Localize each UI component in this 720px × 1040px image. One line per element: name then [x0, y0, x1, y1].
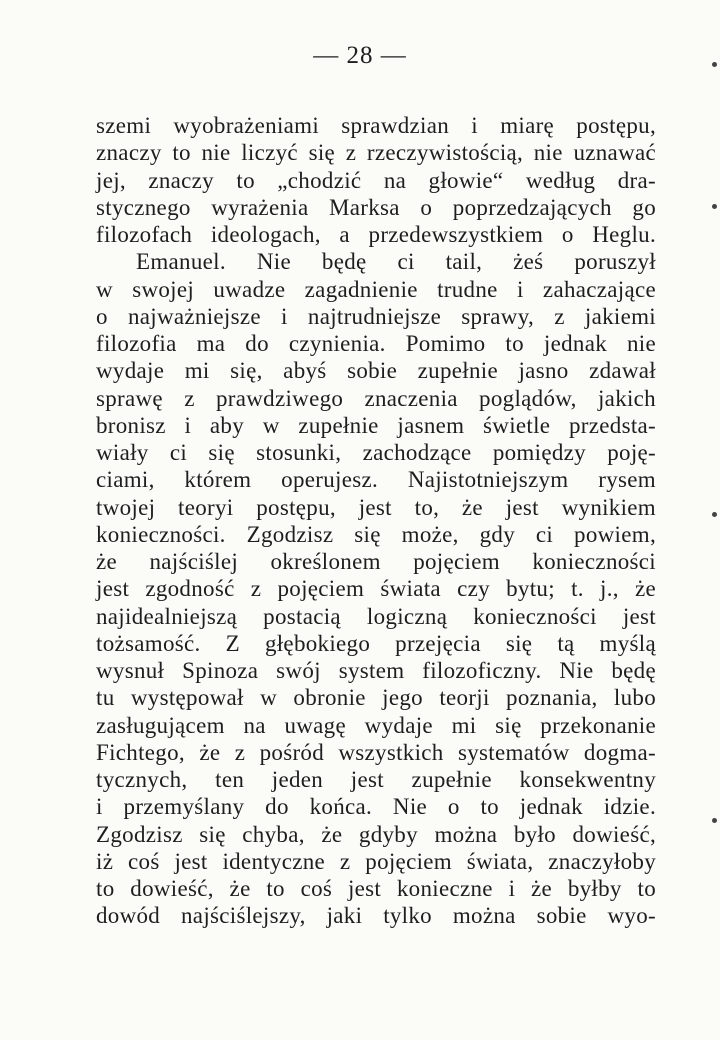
- text-line: twojej teoryi postępu, jest to, że jest wynikiem: [96, 494, 656, 520]
- text-line: w swojej uwadze zagadnienie trudne i zahaczające: [96, 276, 656, 302]
- text-line: filozofia ma do czynienia. Pomimo to jednak nie: [96, 331, 656, 356]
- text-line: filozofach ideologach, a przedewszystkiem o Heglu.: [96, 222, 656, 247]
- text-line: jest zgodność z pojęciem świata czy bytu; t. j., że: [96, 576, 656, 602]
- text-line: o najważniejsze i najtrudniejsze sprawy, z jakiemi: [96, 303, 656, 329]
- text-line: szemi wyobrażeniami sprawdzian i miarę postępu,: [96, 113, 656, 138]
- text-line: Zgodzisz się chyba, że gdyby można było dowieść,: [96, 821, 656, 847]
- text-line: zasługującem na uwagę wydaje mi się przekonanie: [96, 712, 656, 738]
- text-line-paragraph-start: Emanuel. Nie będę ci tail, żeś poruszył: [136, 249, 656, 275]
- text-line: iż coś jest identyczne z pojęciem świata, znaczyłoby: [96, 848, 656, 874]
- text-line: sprawę z prawdziwego znaczenia poglądów, jakich: [96, 385, 656, 411]
- print-speck: [712, 62, 717, 67]
- text-line: i przemyślany do końca. Nie o to jednak idzie.: [96, 794, 656, 820]
- text-line: że najściślej określonem pojęciem konieczności: [96, 549, 656, 574]
- text-line: wysnuł Spinoza swój system filozoficzny. Nie będę: [96, 658, 656, 683]
- text-line: bronisz i aby w zupełnie jasnem świetle przedsta-: [96, 412, 656, 438]
- page-number: — 28 —: [313, 42, 407, 69]
- print-speck: [712, 818, 717, 823]
- text-line: jej, znaczy to „chodzić na głowie“ według dra-: [96, 167, 656, 193]
- text-line: najidealniejszą postacią logiczną konieczności jest: [96, 603, 656, 629]
- body-text: [96, 112, 656, 930]
- text-line: to dowieść, że to coś jest konieczne i że byłby to: [96, 876, 656, 901]
- print-speck: [712, 204, 717, 209]
- text-line: konieczności. Zgodzisz się może, gdy ci powiem,: [96, 521, 656, 547]
- text-line: ciami, którem operujesz. Najistotniejszym rysem: [96, 467, 656, 493]
- text-line: dowód najściślejszy, jaki tylko można sobie wyo-: [96, 903, 656, 929]
- text-line: tożsamość. Z głębokiego przejęcia się tą myślą: [96, 630, 656, 656]
- text-line: wiały ci się stosunki, zachodzące pomiędzy poję-: [96, 440, 656, 465]
- text-line: wydaje mi się, abyś sobie zupełnie jasno zdawał: [96, 358, 656, 384]
- print-speck: [712, 512, 717, 517]
- text-line: tycznych, ten jeden jest zupełnie konsekwentny: [96, 767, 656, 792]
- text-line: stycznego wyrażenia Marksa o poprzedzających go: [96, 194, 656, 220]
- text-line: znaczy to nie liczyć się z rzeczywistością, nie uznawać: [96, 140, 656, 166]
- text-line: Fichtego, że z pośród wszystkich systematów dogma-: [96, 739, 656, 765]
- text-line: tu występował w obronie jego teorji poznania, lubo: [96, 685, 656, 711]
